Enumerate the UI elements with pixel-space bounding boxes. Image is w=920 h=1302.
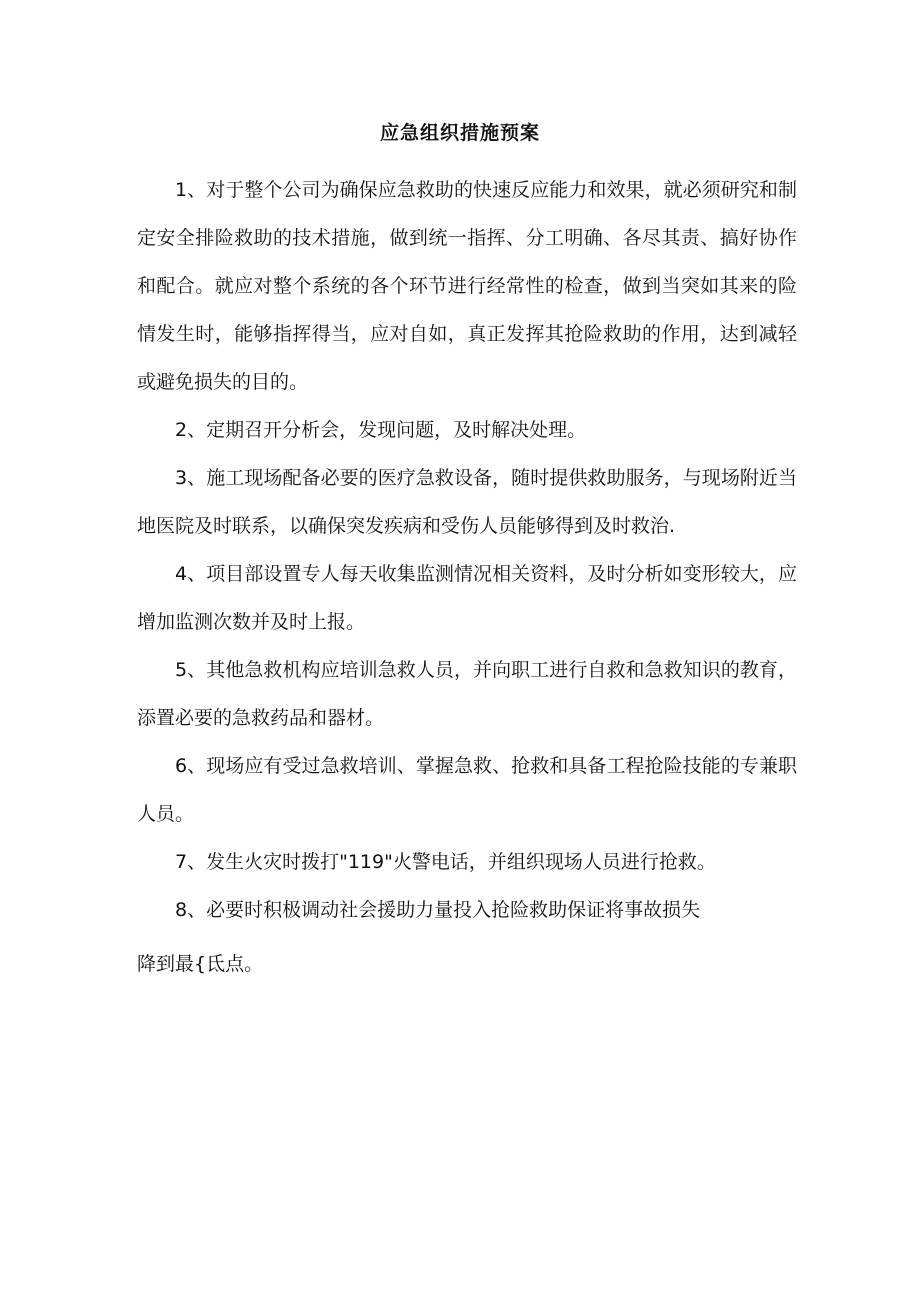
paragraph-1: 1、对于整个公司为确保应急救助的快速反应能力和效果，就必须研究和制定安全排险救助的技术措施，做到统一指挥、分工明确、各尽其责、搞好协作和配合。就应对整个系统的各个环节进行经常性的检查，做到当突如其来的险情发生时，能够指挥得当，应对自如，真正发挥其抢险救助的作用，达到减轻或避免损失的目的。 [137, 179, 797, 393]
paragraph-8: 8、必要时积极调动社会援助力量投入抢险救助保证将事故损失 [175, 899, 701, 921]
paragraph-6: 6、现场应有受过急救培训、掌握急救、抢救和具备工程抢险技能的专兼职人员。 [137, 755, 797, 825]
paragraph-4: 4、项目部设置专人每天收集监测情况相关资料，及时分析如变形较大，应增加监测次数并及时上报。 [137, 563, 797, 633]
paragraph-5: 5、其他急救机构应培训急救人员，并向职工进行自救和急救知识的教育，添置必要的急救药品和器材。 [137, 659, 797, 729]
paragraph-8-continuation: 降到最{氐点。 [137, 953, 264, 975]
document-body [137, 166, 797, 988]
paragraph-2: 2、定期召开分析会，发现问题，及时解决处理。 [175, 419, 587, 441]
document-title: 应急组织措施预案 [379, 122, 540, 144]
paragraph-3: 3、施工现场配备必要的医疗急救设备，随时提供救助服务，与现场附近当地医院及时联系，以确保突发疾病和受伤人员能够得到及时救治. [137, 467, 797, 537]
paragraph-7: 7、发生火灾时拨打"119"火警电话，并组织现场人员进行抢救。 [175, 851, 716, 873]
